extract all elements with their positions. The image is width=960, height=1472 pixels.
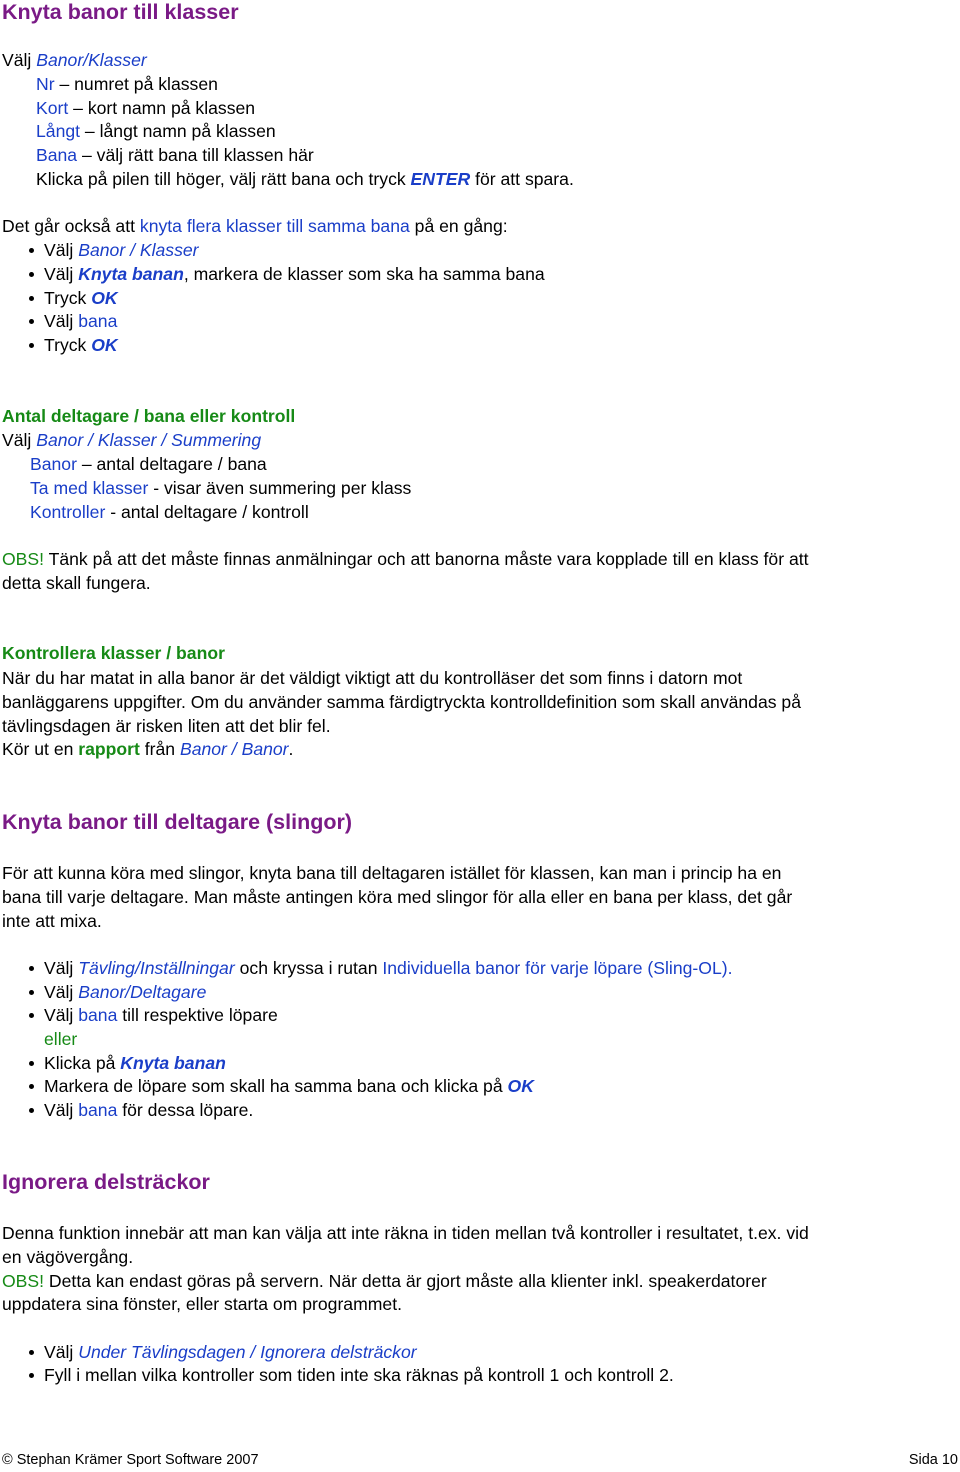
list-item: Klicka på Knyta banan xyxy=(44,1053,226,1073)
heading-slingor: Knyta banor till deltagare (slingor) xyxy=(2,810,353,834)
list-item: Välj bana xyxy=(44,311,118,331)
text-line: Kort – kort namn på klassen xyxy=(36,98,256,118)
text-line: tävlingsdagen är risken liten att det blir fel. xyxy=(2,716,331,736)
list-item: Markera de löpare som skall ha samma bana och klicka på OK xyxy=(44,1076,534,1096)
text-or: eller xyxy=(44,1029,78,1049)
text-line: Ta med klasser - visar även summering per klass xyxy=(30,478,412,498)
heading-antal-deltagare: Antal deltagare / bana eller kontroll xyxy=(2,406,296,426)
text-line: Bana – välj rätt bana till klassen här xyxy=(36,145,314,165)
list-item: Välj Under Tävlingsdagen / Ignorera delsträckor xyxy=(44,1342,417,1362)
text-line: inte att mixa. xyxy=(2,911,102,931)
list-item: Välj bana till respektive löpare xyxy=(44,1005,278,1025)
text-line: bana till varje deltagare. Man måste antingen köra med slingor för alla eller en bana per klass, det går xyxy=(2,887,793,907)
list-item: Välj Banor / Klasser xyxy=(44,240,199,260)
text-line: OBS! Tänk på att det måste finnas anmälningar och att banorna måste vara kopplade till en klass för att xyxy=(2,549,809,569)
footer-page-number: Sida 10 xyxy=(908,1452,958,1468)
text-line: OBS! Detta kan endast göras på servern. När detta är gjort måste alla klienter inkl. speakerdatorer xyxy=(2,1271,767,1291)
footer-copyright: © Stephan Krämer Sport Software 2007 xyxy=(2,1452,259,1468)
list-item: Tryck OK xyxy=(44,288,118,308)
text-line: detta skall fungera. xyxy=(2,573,151,593)
text-line: Kontroller - antal deltagare / kontroll xyxy=(30,502,309,522)
heading-knyta-banor-klasser: Knyta banor till klasser xyxy=(2,0,239,24)
text-line: Långt – långt namn på klassen xyxy=(36,121,276,141)
list-item: Välj Banor/Deltagare xyxy=(44,982,207,1002)
text-line: Banor – antal deltagare / bana xyxy=(30,454,267,474)
text-line: Kör ut en rapport från Banor / Banor. xyxy=(2,739,294,759)
list-item: Välj Knyta banan, markera de klasser som ska ha samma bana xyxy=(44,264,545,284)
paragraph: Det går också att knyta flera klasser till samma bana på en gång: xyxy=(2,216,508,236)
text-line: banläggarens uppgifter. Om du använder samma färdigtryckta kontrolldefinition som skall användas på xyxy=(2,692,802,712)
list-item: Välj bana för dessa löpare. xyxy=(44,1100,254,1120)
list-item: Fyll i mellan vilka kontroller som tiden inte ska räknas på kontroll 1 och kontroll 2. xyxy=(44,1365,674,1385)
list-item: Välj Tävling/Inställningar och kryssa i rutan Individuella banor för varje löpare (Sling-OL). xyxy=(44,958,733,978)
text-line: För att kunna köra med slingor, knyta bana till deltagaren istället för klassen, kan man i princip ha en xyxy=(2,863,782,883)
heading-ignorera: Ignorera delsträckor xyxy=(2,1170,210,1194)
text-line: Denna funktion innebär att man kan välja att inte räkna in tiden mellan två kontroller i resultatet, t.ex. vid xyxy=(2,1223,809,1243)
text-line: Nr – numret på klassen xyxy=(36,74,218,94)
list-item: Tryck OK xyxy=(44,335,118,355)
text-line: Välj Banor/Klasser xyxy=(2,50,147,70)
text-line: Välj Banor / Klasser / Summering xyxy=(2,430,262,450)
text-line: Klicka på pilen till höger, välj rätt bana och tryck ENTER för att spara. xyxy=(36,169,574,189)
heading-kontrollera: Kontrollera klasser / banor xyxy=(2,643,225,663)
text-line: en vägövergång. xyxy=(2,1247,134,1267)
text-line: När du har matat in alla banor är det väldigt viktigt att du kontrolläser det som finns i datorn mot xyxy=(2,668,743,688)
text-line: uppdatera sina fönster, eller starta om programmet. xyxy=(2,1294,402,1314)
